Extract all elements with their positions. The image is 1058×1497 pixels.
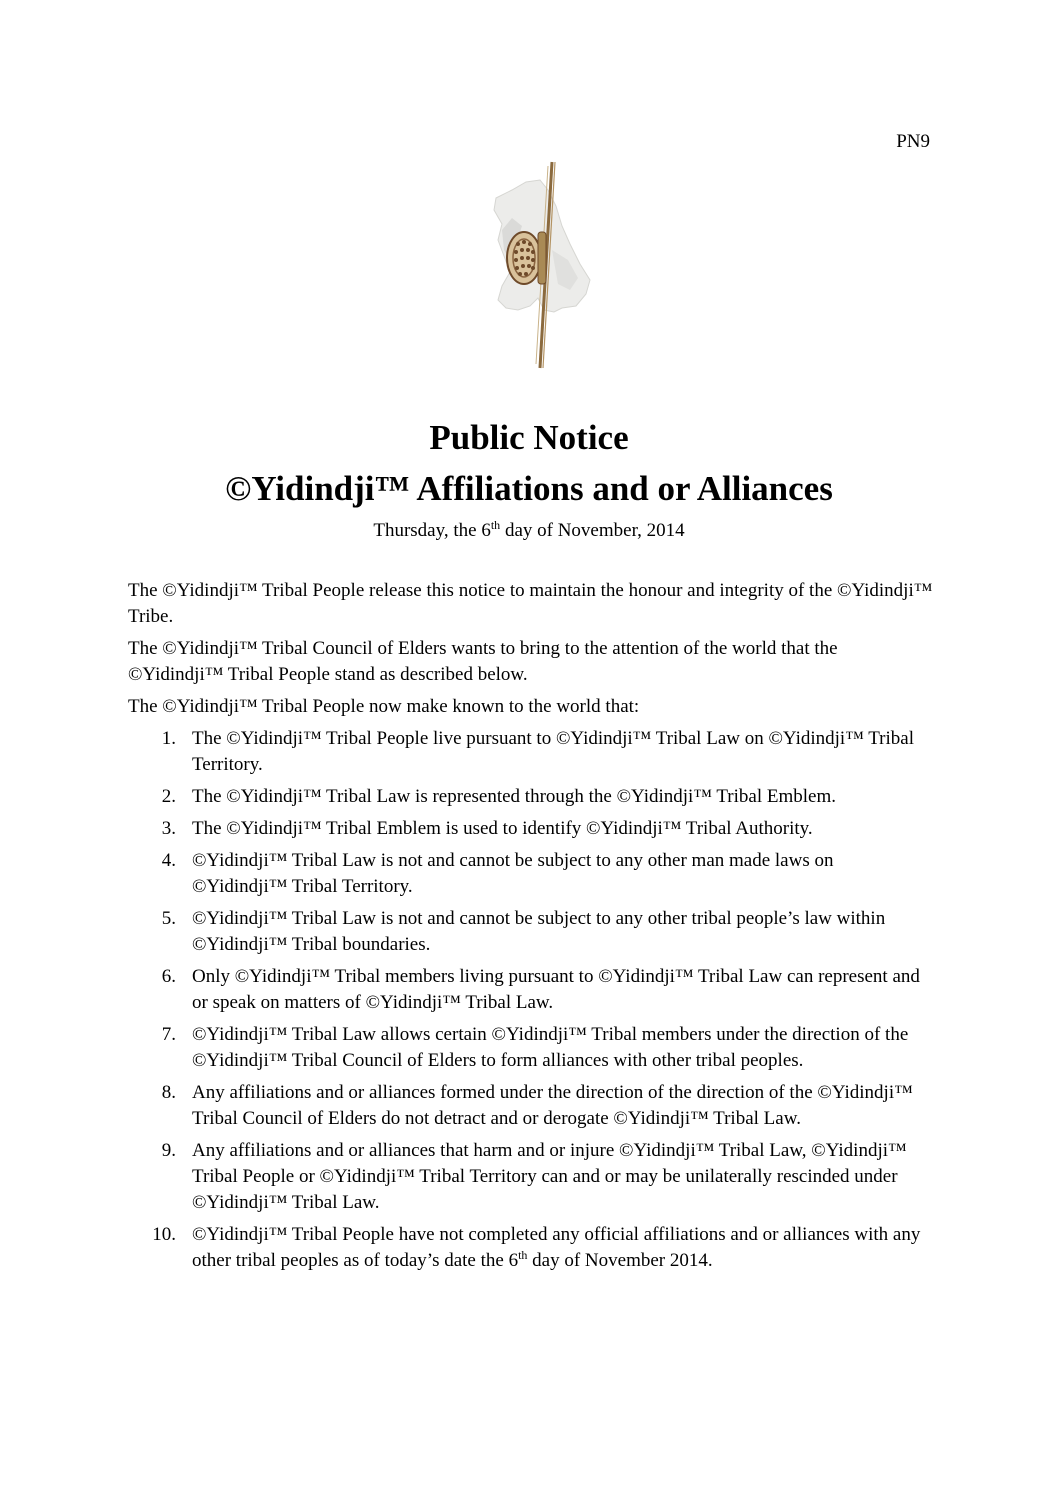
title-block (0, 412, 1058, 544)
list-item (128, 906, 933, 958)
list-item-text: ©Yidindji™ Tribal Law allows certain ©Yidindji™ Tribal members under the direction of the ©Yidindji™ Tribal Council of Elders to form alliances with other tribal peoples. (192, 1024, 909, 1071)
page-subtitle: ©Yidindji™ Affiliations and or Alliances (225, 469, 833, 508)
list-item-text: Only ©Yidindji™ Tribal members living pursuant to ©Yidindji™ Tribal Law can represent and or speak on matters of ©Yidindji™ Tribal Law. (192, 966, 920, 1013)
intro-paragraph: The ©Yidindji™ Tribal People release this notice to maintain the honour and integrity of the ©Yidindji™ Tribe. (128, 580, 933, 627)
list-item-text: The ©Yidindji™ Tribal Law is represented through the ©Yidindji™ Tribal Emblem. (192, 786, 836, 807)
date-ordinal: th (490, 518, 501, 532)
list-item-number: 2. (161, 786, 176, 807)
list-item-text: Any affiliations and or alliances that harm and or injure ©Yidindji™ Tribal Law, ©Yidindji™ Tribal People or ©Yidindji™ Tribal Territory can and or may be unilaterally rescinded under ©Yidindji™ Tribal Law. (192, 1140, 907, 1213)
list-item-number: 4. (161, 850, 176, 871)
list-item (128, 784, 933, 810)
list-item-number: 5. (161, 908, 176, 929)
notice-date (0, 518, 1058, 544)
list-item (128, 1080, 933, 1132)
list-item-number: 9. (161, 1140, 176, 1161)
tribal-emblem-icon (482, 160, 592, 370)
list-item-text (192, 1224, 920, 1271)
list-item-number: 7. (161, 1024, 176, 1045)
list-item-text: Any affiliations and or alliances formed under the direction of the direction of the ©Yidindji™ Tribal Council of Elders do not detract and or derogate ©Yidindji™ Tribal Law. (192, 1082, 913, 1129)
page-title: Public Notice (429, 418, 629, 457)
date-rest: day of November, 2014 (500, 520, 685, 541)
list-item-text: ©Yidindji™ Tribal Law is not and cannot be subject to any other tribal people’s law within ©Yidindji™ Tribal boundaries. (192, 908, 886, 955)
elders-paragraph: The ©Yidindji™ Tribal Council of Elders wants to bring to the attention of the world that the ©Yidindji™ Tribal People stand as described below. (128, 638, 838, 685)
list-item-ordinal: th (518, 1248, 528, 1262)
declaration-list (128, 726, 933, 1274)
list-item (128, 964, 933, 1016)
list-item-text: ©Yidindji™ Tribal Law is not and cannot be subject to any other man made laws on ©Yidindji™ Tribal Territory. (192, 850, 834, 897)
list-item (128, 848, 933, 900)
list-item (128, 1222, 933, 1274)
page-number: PN9 (896, 131, 930, 152)
list-item-text-before: ©Yidindji™ Tribal People have not completed any official affiliations and or alliances with any other tribal peoples as of today’s date the 6 (192, 1224, 921, 1271)
list-item (128, 726, 933, 778)
date-prefix: Thursday, the 6 (373, 520, 491, 541)
declaration-lead: The ©Yidindji™ Tribal People now make known to the world that: (128, 696, 640, 717)
list-item-text-after: day of November 2014. (527, 1250, 713, 1271)
list-item-number: 3. (161, 818, 176, 839)
list-item-number: 8. (161, 1082, 176, 1103)
list-item (128, 1022, 933, 1074)
notice-body (128, 578, 933, 1280)
list-item-text: The ©Yidindji™ Tribal Emblem is used to identify ©Yidindji™ Tribal Authority. (192, 818, 813, 839)
list-item (128, 1138, 933, 1216)
list-item-number: 6. (161, 966, 176, 987)
list-item-number: 10. (152, 1224, 176, 1245)
list-item (128, 816, 933, 842)
list-item-text: The ©Yidindji™ Tribal People live pursuant to ©Yidindji™ Tribal Law on ©Yidindji™ Tribal Territory. (192, 728, 914, 775)
list-item-number: 1. (161, 728, 176, 749)
